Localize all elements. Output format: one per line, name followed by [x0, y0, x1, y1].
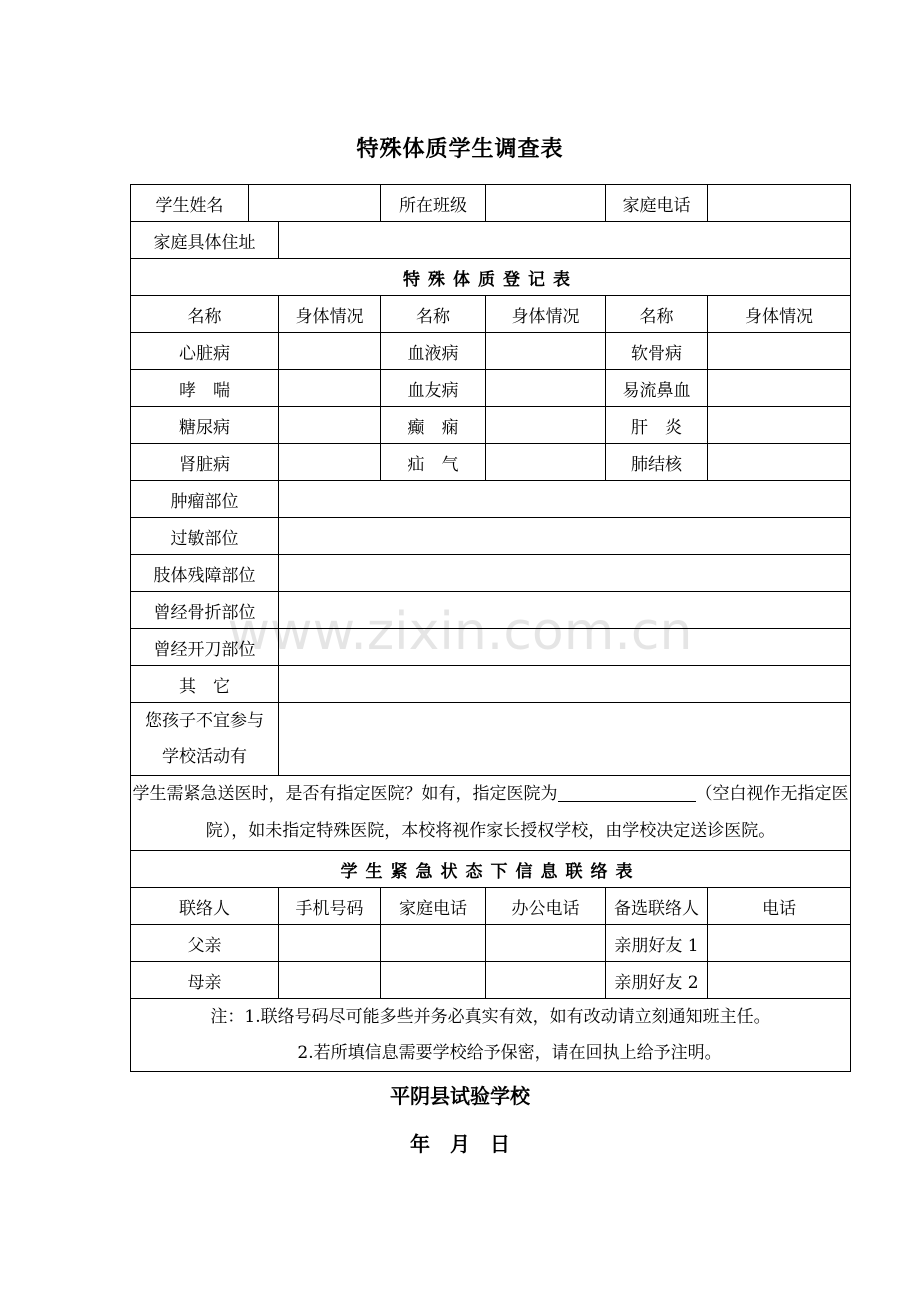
- location-field[interactable]: [279, 592, 851, 629]
- note-line-1: 注：1.联络号码尽可能多些并务必真实有效，如有改动请立刻通知班主任。: [210, 1007, 771, 1027]
- unsuitable-activities-line2: 学校活动有: [162, 747, 247, 767]
- col-home-phone: 家庭电话: [381, 888, 486, 925]
- unsuitable-activities-row: [131, 703, 851, 776]
- alt-contact-name: 亲朋好友 2: [606, 962, 708, 999]
- hospital-text-before: 学生需紧急送医时，是否有指定医院？如有，指定医院为: [132, 784, 558, 804]
- location-row: [131, 555, 851, 592]
- unsuitable-activities-field[interactable]: [279, 703, 851, 776]
- disease-condition-field[interactable]: [486, 333, 606, 370]
- disease-name: 肝 炎: [606, 407, 708, 444]
- mobile-field[interactable]: [279, 925, 381, 962]
- alt-contact-name: 亲朋好友 1: [606, 925, 708, 962]
- office-phone-field[interactable]: [486, 962, 606, 999]
- location-label: 其 它: [131, 666, 279, 703]
- location-label: 肢体残障部位: [131, 555, 279, 592]
- disease-name: 易流鼻血: [606, 370, 708, 407]
- class-field[interactable]: [486, 185, 606, 222]
- contact-name: 母亲: [131, 962, 279, 999]
- disease-row: [131, 407, 851, 444]
- student-name-field[interactable]: [249, 185, 381, 222]
- class-label: 所在班级: [381, 185, 486, 222]
- location-field[interactable]: [279, 629, 851, 666]
- emergency-header-row: [131, 851, 851, 888]
- hospital-text-after: （空白视作无指定医院），如未指定特殊医院，本校将视作家长授权学校，由学校决定送诊医院。: [205, 784, 849, 841]
- location-row: [131, 481, 851, 518]
- col-name-1: 名称: [131, 296, 279, 333]
- disease-row: [131, 333, 851, 370]
- disease-condition-field[interactable]: [708, 333, 851, 370]
- notes: [131, 999, 851, 1072]
- contact-name: 父亲: [131, 925, 279, 962]
- disease-name: 软骨病: [606, 333, 708, 370]
- location-field[interactable]: [279, 555, 851, 592]
- hospital-paragraph: [131, 776, 851, 851]
- disease-condition-field[interactable]: [279, 333, 381, 370]
- home-phone-field[interactable]: [381, 925, 486, 962]
- school-name: 平阴县试验学校: [390, 1084, 530, 1108]
- disease-condition-field[interactable]: [279, 444, 381, 481]
- note-line-2: 2.若所填信息需要学校给予保密，请在回执上给予注明。: [297, 1043, 722, 1063]
- disease-condition-field[interactable]: [708, 370, 851, 407]
- address-field[interactable]: [279, 222, 851, 259]
- disease-row: [131, 444, 851, 481]
- survey-form-table: [130, 184, 851, 1072]
- disease-name: 心脏病: [131, 333, 279, 370]
- location-row: [131, 629, 851, 666]
- location-field[interactable]: [279, 518, 851, 555]
- disease-condition-field[interactable]: [486, 444, 606, 481]
- location-row: [131, 592, 851, 629]
- watermark: www.zixin.com.cn: [227, 602, 693, 662]
- location-row: [131, 666, 851, 703]
- emergency-header: 学生紧急状态下信息联络表: [131, 851, 851, 888]
- address-row: [131, 222, 851, 259]
- unsuitable-activities-line1: 您孩子不宜参与: [145, 711, 264, 731]
- col-name-3: 名称: [606, 296, 708, 333]
- disease-condition-field[interactable]: [486, 407, 606, 444]
- address-label: 家庭具体住址: [131, 222, 279, 259]
- location-label: 曾经开刀部位: [131, 629, 279, 666]
- disease-name: 肺结核: [606, 444, 708, 481]
- disease-condition-field[interactable]: [708, 444, 851, 481]
- emergency-columns-row: [131, 888, 851, 925]
- office-phone-field[interactable]: [486, 925, 606, 962]
- col-condition-3: 身体情况: [708, 296, 851, 333]
- disease-condition-field[interactable]: [279, 370, 381, 407]
- alt-phone-field[interactable]: [708, 925, 851, 962]
- location-label: 肿瘤部位: [131, 481, 279, 518]
- date-line: 年 月 日: [410, 1132, 510, 1156]
- col-mobile: 手机号码: [279, 888, 381, 925]
- col-office-phone: 办公电话: [486, 888, 606, 925]
- col-contact: 联络人: [131, 888, 279, 925]
- col-name-2: 名称: [381, 296, 486, 333]
- col-alt-contact: 备选联络人: [606, 888, 708, 925]
- registration-header: 特殊体质登记表: [131, 259, 851, 296]
- disease-condition-field[interactable]: [708, 407, 851, 444]
- disease-name: 肾脏病: [131, 444, 279, 481]
- location-label: 曾经骨折部位: [131, 592, 279, 629]
- disease-name: 癫 痫: [381, 407, 486, 444]
- disease-name: 哮 喘: [131, 370, 279, 407]
- disease-name: 疝 气: [381, 444, 486, 481]
- home-phone-field[interactable]: [708, 185, 851, 222]
- col-phone: 电话: [708, 888, 851, 925]
- location-row: [131, 518, 851, 555]
- disease-row: [131, 370, 851, 407]
- designated-hospital-blank[interactable]: [558, 784, 696, 802]
- disease-name: 糖尿病: [131, 407, 279, 444]
- hospital-row: [131, 776, 851, 851]
- page-title: 特殊体质学生调查表: [356, 137, 564, 162]
- disease-condition-field[interactable]: [486, 370, 606, 407]
- registration-columns-row: [131, 296, 851, 333]
- unsuitable-activities-label: [131, 703, 279, 776]
- basic-info-row: [131, 185, 851, 222]
- alt-phone-field[interactable]: [708, 962, 851, 999]
- location-label: 过敏部位: [131, 518, 279, 555]
- home-phone-label: 家庭电话: [606, 185, 708, 222]
- col-condition-2: 身体情况: [486, 296, 606, 333]
- emergency-contact-row: [131, 925, 851, 962]
- emergency-contact-row: [131, 962, 851, 999]
- location-field[interactable]: [279, 481, 851, 518]
- disease-name: 血友病: [381, 370, 486, 407]
- location-field[interactable]: [279, 666, 851, 703]
- notes-row: [131, 999, 851, 1072]
- mobile-field[interactable]: [279, 962, 381, 999]
- registration-header-row: [131, 259, 851, 296]
- student-name-label: 学生姓名: [131, 185, 249, 222]
- col-condition-1: 身体情况: [279, 296, 381, 333]
- home-phone-field[interactable]: [381, 962, 486, 999]
- disease-name: 血液病: [381, 333, 486, 370]
- disease-condition-field[interactable]: [279, 407, 381, 444]
